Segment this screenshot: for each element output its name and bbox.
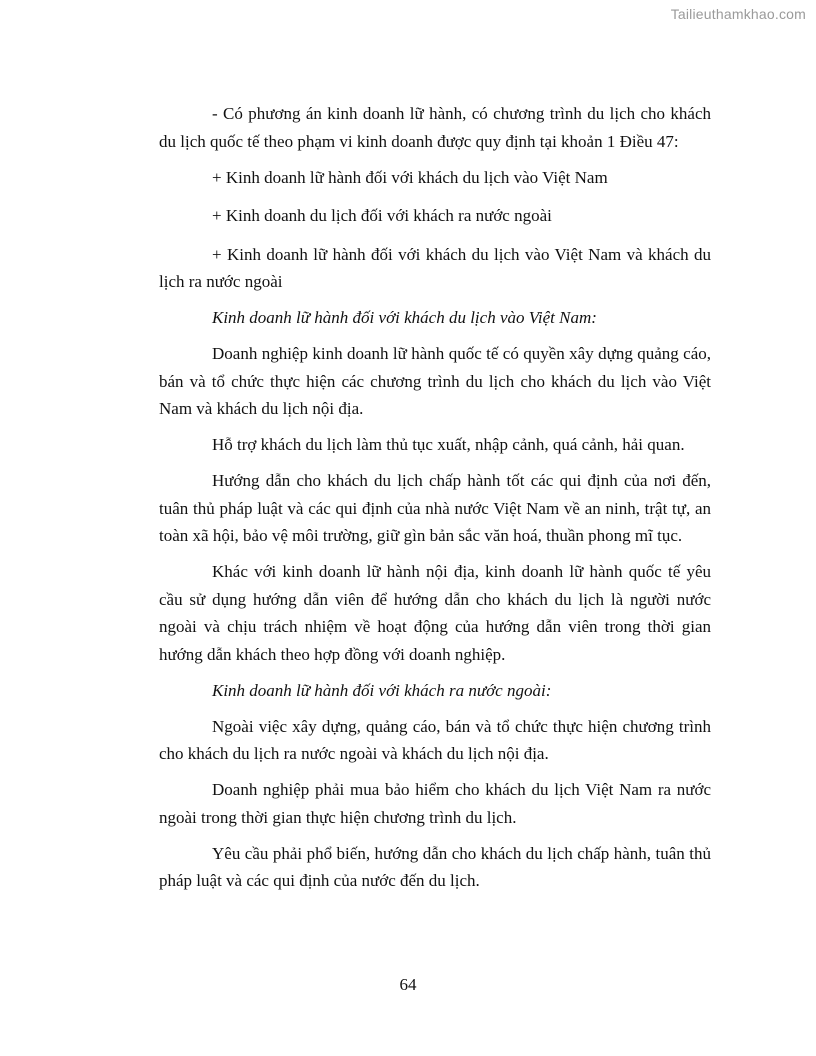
paragraph-outbound-insurance: Doanh nghiệp phải mua bảo hiểm cho khách du lịch Việt Nam ra nước ngoài trong thời gian thực hiện chương trình du lịch.	[159, 780, 711, 827]
page-number: 64	[399, 975, 417, 994]
list-item-inbound-outbound: + Kinh doanh lữ hành đối với khách du lịch vào Việt Nam và khách du lịch ra nước ngoài	[159, 244, 711, 291]
section-heading-inbound: Kinh doanh lữ hành đối với khách du lịch vào Việt Nam:	[212, 308, 597, 327]
watermark: Tailieuthamkhao.com	[670, 6, 806, 22]
paragraph-outbound-programs: Ngoài việc xây dựng, quảng cáo, bán và tổ chức thực hiện chương trình cho khách du lịch ra nước ngoài và khách du lịch nội địa.	[159, 716, 711, 763]
paragraph-inbound-support: Hỗ trợ khách du lịch làm thủ tục xuất, nhập cảnh, quá cảnh, hải quan.	[212, 435, 685, 454]
paragraph-inbound-guidance: Hướng dẫn cho khách du lịch chấp hành tốt các qui định của nơi đến, tuân thủ pháp luật và các qui định của nhà nước Việt Nam về an ninh, trật tự, an toàn xã hội, bảo vệ môi trường, giữ gìn bản sắc văn hoá, thuần phong mĩ tục.	[159, 471, 711, 545]
list-item-inbound: + Kinh doanh lữ hành đối với khách du lịch vào Việt Nam	[212, 167, 608, 187]
document-body	[159, 100, 711, 903]
paragraph-outbound-compliance: Yêu cầu phải phổ biến, hướng dẫn cho khách du lịch chấp hành, tuân thủ pháp luật và các qui định của nước đến du lịch.	[159, 843, 711, 890]
paragraph-requirement: - Có phương án kinh doanh lữ hành, có chương trình du lịch cho khách du lịch quốc tế theo phạm vi kinh doanh được quy định tại khoản 1 Điều 47:	[159, 104, 711, 151]
paragraph-inbound-rights: Doanh nghiệp kinh doanh lữ hành quốc tế có quyền xây dựng quảng cáo, bán và tổ chức thực hiện các chương trình du lịch cho khách du lịch vào Việt Nam và khách du lịch nội địa.	[159, 344, 711, 418]
paragraph-inbound-guides: Khác với kinh doanh lữ hành nội địa, kinh doanh lữ hành quốc tế yêu cầu sử dụng hướng dẫn viên để hướng dẫn cho khách du lịch là người nước ngoài và chịu trách nhiệm về hoạt động của hướng dẫn viên trong thời gian hướng dẫn khách theo hợp đồng với doanh nghiệp.	[159, 562, 711, 664]
list-item-outbound: + Kinh doanh du lịch đối với khách ra nước ngoài	[212, 206, 552, 225]
section-heading-outbound: Kinh doanh lữ hành đối với khách ra nước ngoài:	[212, 680, 552, 700]
